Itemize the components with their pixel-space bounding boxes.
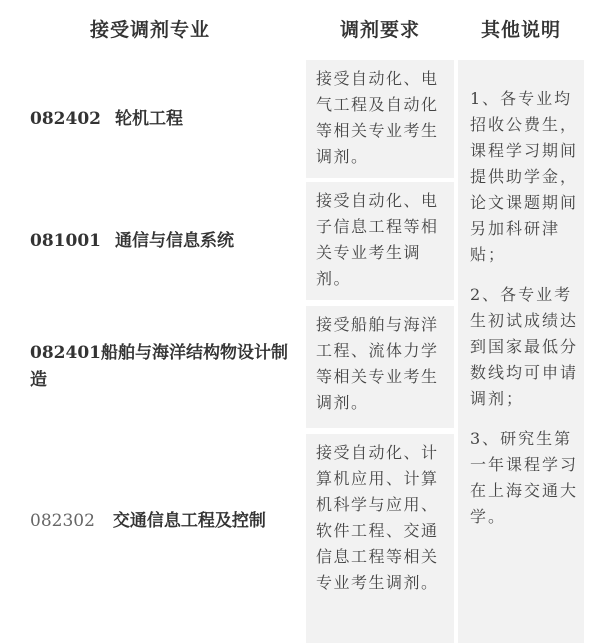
note-item: 3、研究生第一年课程学习在上海交通大学。 (470, 429, 579, 526)
note-item: 1、各专业均招收公费生，课程学习期间提供助学金，论文课题期间另加科研津贴； (470, 89, 579, 264)
major-name: 船舶与海洋结构物设计制造 (30, 343, 288, 390)
notes-cell (458, 60, 584, 643)
requirement-cell: 接受自动化、计算机应用、计算机科学与应用、软件工程、交通信息工程等相关专业考生调剂。 (306, 434, 454, 643)
major-name: 交通信息工程及控制 (112, 511, 266, 531)
header-requirement: 调剂要求 (339, 18, 420, 41)
requirement-cell: 接受船舶与海洋工程、流体力学等相关专业考生调剂。 (306, 306, 454, 428)
note-item: 2、各专业考生初试成绩达到国家最低分数线均可申请调剂； (470, 285, 579, 408)
table-row-major (0, 60, 300, 178)
major-code: 082302 (30, 511, 95, 531)
major-code: 081001 (30, 230, 101, 251)
major-name: 通信与信息系统 (114, 230, 234, 251)
requirement-cell: 接受自动化、电气工程及自动化等相关专业考生调剂。 (306, 60, 454, 178)
header-major: 接受调剂专业 (89, 18, 210, 41)
header-notes: 其他说明 (480, 18, 561, 41)
table-row-major (0, 508, 300, 568)
major-code: 082402 (30, 108, 101, 129)
major-name: 轮机工程 (114, 108, 183, 129)
table-row-major (0, 340, 300, 400)
major-code: 082401 (30, 343, 101, 363)
requirement-cell: 接受自动化、电子信息工程等相关专业考生调剂。 (306, 182, 454, 300)
table-row-major (0, 182, 300, 300)
